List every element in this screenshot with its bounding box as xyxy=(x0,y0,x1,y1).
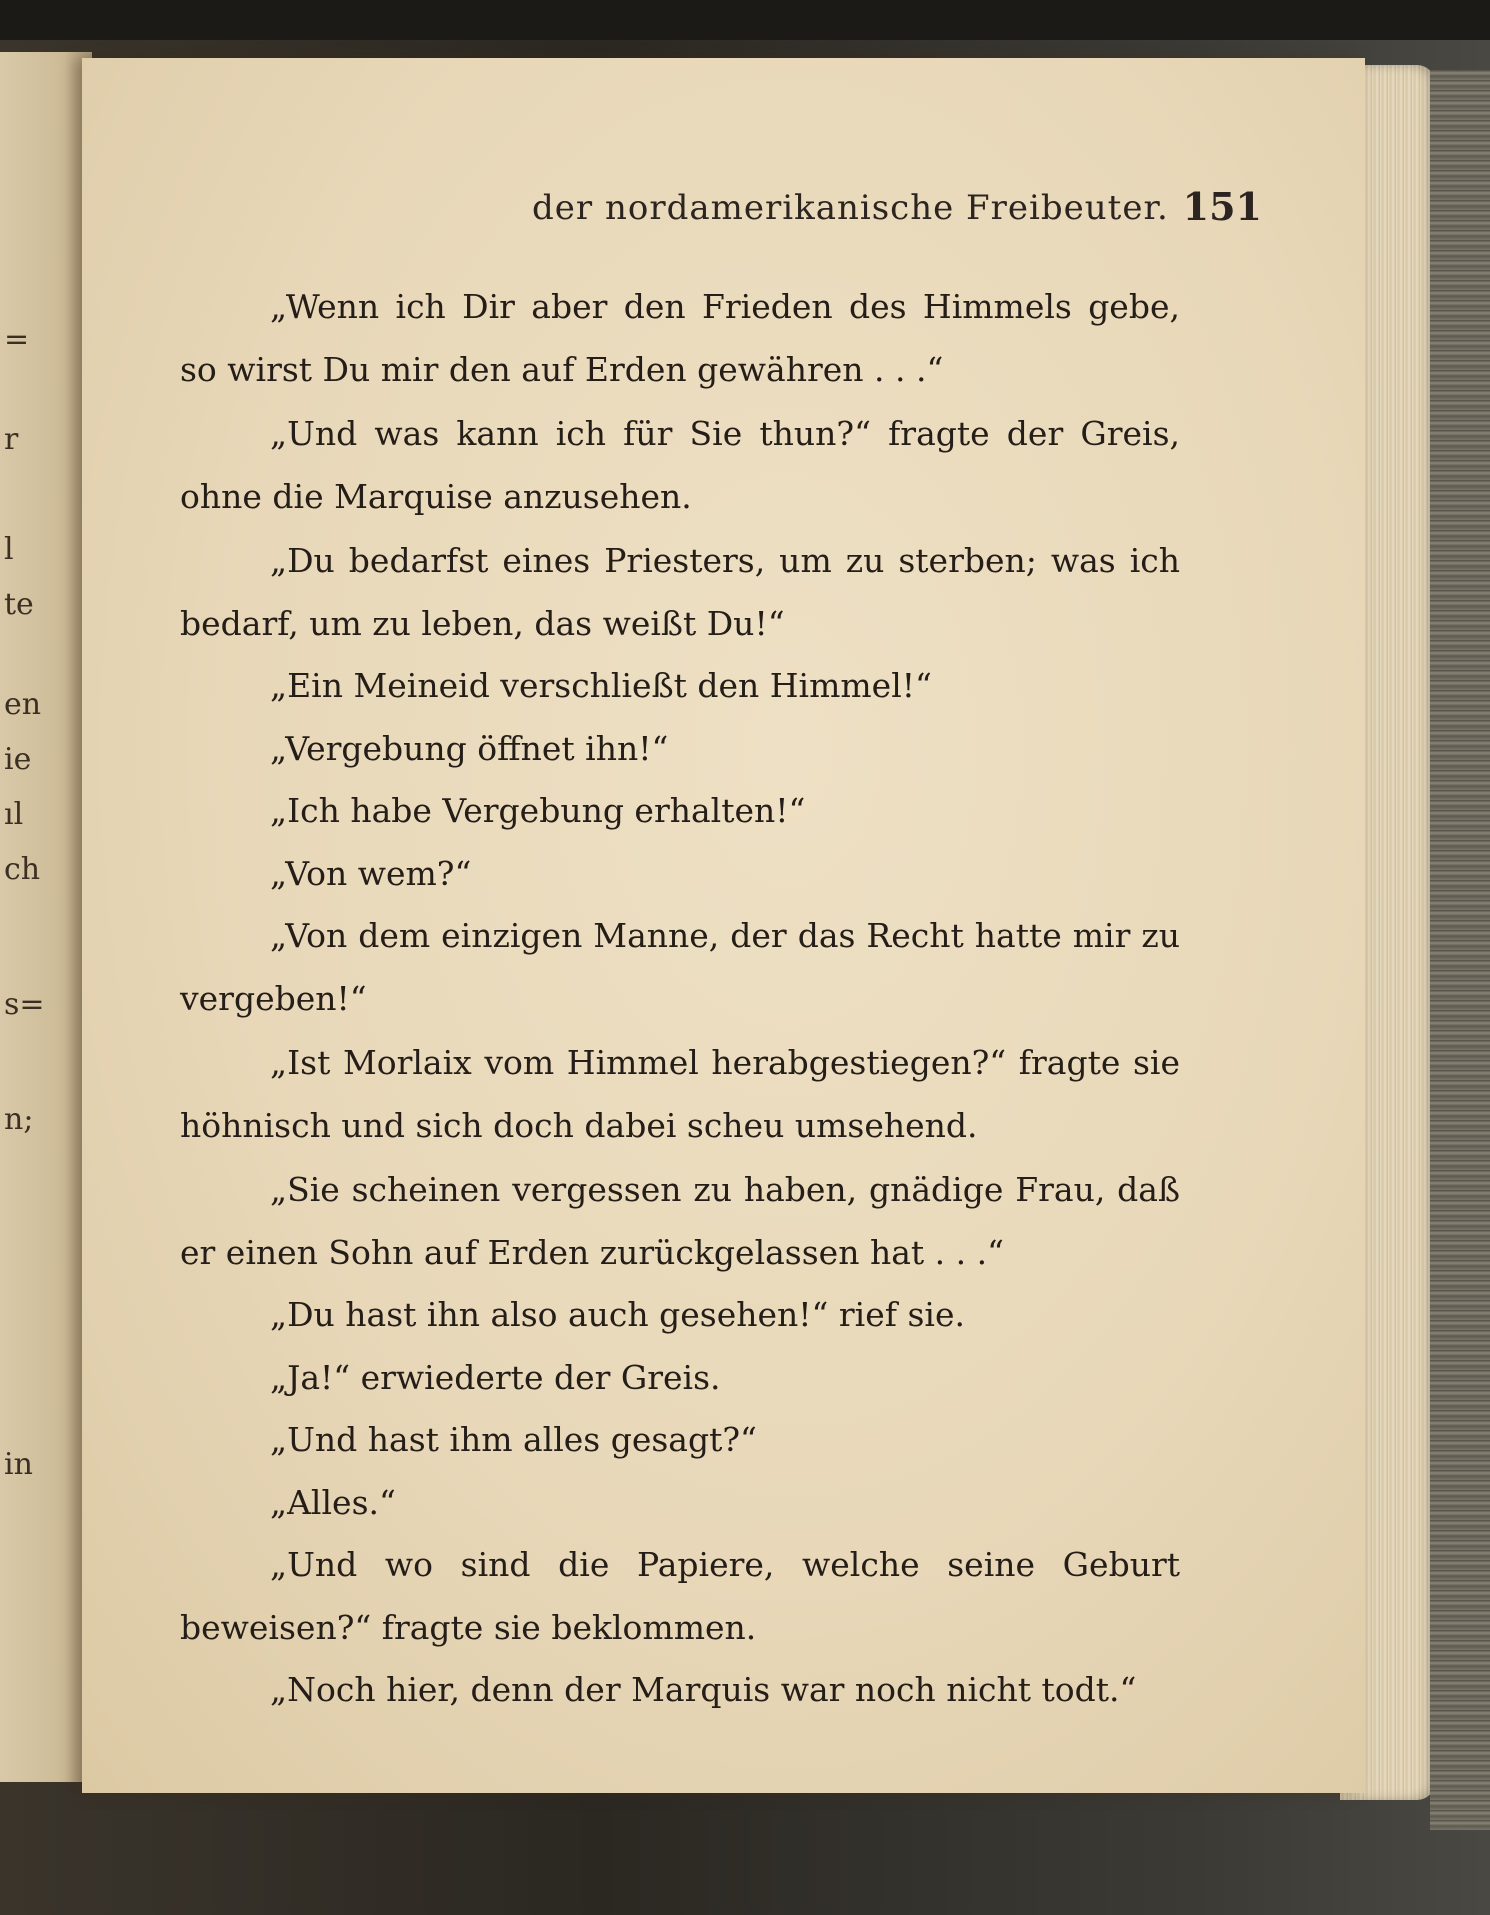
left-fragment: s= xyxy=(4,987,45,1022)
paragraph: „Und wo sind die Papiere, welche seine Geburt beweisen?“ fragte sie beklommen. xyxy=(180,1545,1180,1647)
left-fragment: en xyxy=(4,687,42,722)
paragraph: „Wenn ich Dir aber den Frieden des Himmels gebe, so wirst Du mir den auf Erden gewähren . . .“ xyxy=(180,287,1180,389)
paragraph: „Ja!“ erwiederte der Greis. xyxy=(270,1357,721,1397)
left-fragment: l xyxy=(4,532,14,567)
left-fragment: n; xyxy=(4,1102,34,1137)
left-fragment: ıl xyxy=(4,797,24,832)
left-fragment: ch xyxy=(4,852,41,887)
left-fragment: ie xyxy=(4,742,32,777)
paragraph: „Von dem einzigen Manne, der das Recht hatte mir zu vergeben!“ xyxy=(180,916,1180,1018)
paragraph: „Noch hier, denn der Marquis war noch nicht todt.“ xyxy=(270,1670,1137,1709)
book-page xyxy=(82,58,1365,1793)
left-fragment: = xyxy=(4,322,30,357)
paragraph: „Von wem?“ xyxy=(270,853,472,893)
left-fragment: in xyxy=(4,1447,33,1482)
paragraph: „Du bedarfst eines Priesters, um zu sterben; was ich bedarf, um zu leben, das weißt Du!“ xyxy=(180,541,1180,643)
paragraph: „Sie scheinen vergessen zu haben, gnädige Frau, daß er einen Sohn auf Erden zurückgelassen hat . . .“ xyxy=(180,1170,1180,1272)
running-head xyxy=(202,184,1262,248)
paragraph: „Alles.“ xyxy=(270,1482,396,1522)
paragraph: „Ich habe Vergebung erhalten!“ xyxy=(270,791,806,830)
paragraph: „Ist Morlaix vom Himmel herabgestiegen?“ fragte sie höhnisch und sich doch dabei scheu umsehend. xyxy=(180,1043,1180,1145)
left-fragment: te xyxy=(4,587,34,622)
left-page-fragments xyxy=(0,52,92,1782)
cloth-binding xyxy=(1430,70,1490,1830)
left-fragment: r xyxy=(4,422,19,457)
paragraph: „Und was kann ich für Sie thun?“ fragte der Greis, ohne die Marquise anzusehen. xyxy=(180,414,1180,516)
page-number: 151 xyxy=(1182,184,1262,229)
paragraph: „Du hast ihn also auch gesehen!“ rief sie. xyxy=(270,1295,965,1334)
paragraph: „Und hast ihm alles gesagt?“ xyxy=(270,1420,757,1459)
running-title: der nordamerikanische Freibeuter. xyxy=(532,188,1169,228)
page-body xyxy=(180,276,1180,1722)
paragraph: „Vergebung öffnet ihn!“ xyxy=(270,728,669,768)
paragraph: „Ein Meineid verschließt den Himmel!“ xyxy=(270,666,932,705)
left-page-edge xyxy=(0,52,92,1782)
